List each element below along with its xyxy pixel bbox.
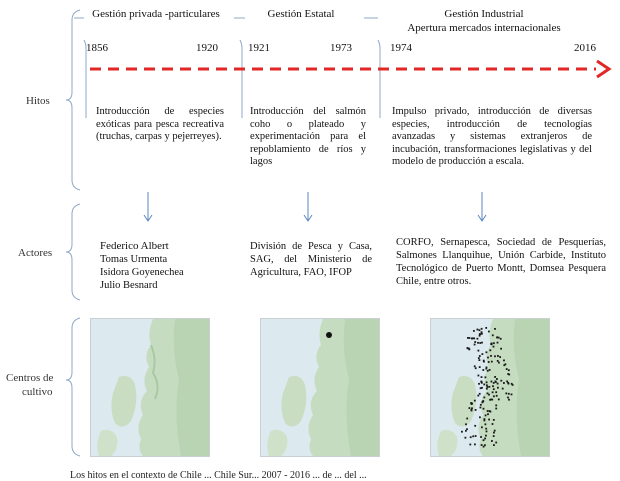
farm-point — [472, 435, 474, 437]
farm-point — [487, 393, 489, 395]
farm-point — [490, 355, 492, 357]
farm-point — [478, 357, 480, 359]
farm-point — [482, 353, 484, 355]
map-1856-1920 — [90, 318, 210, 457]
farm-point — [497, 383, 499, 385]
farm-point — [483, 361, 485, 363]
farm-point — [492, 334, 494, 336]
farm-point — [489, 369, 491, 371]
farm-point — [475, 367, 477, 369]
farm-point — [474, 425, 476, 427]
farm-point — [479, 355, 481, 357]
map-image — [261, 319, 379, 456]
year-1921: 1921 — [248, 42, 270, 54]
map-image — [431, 319, 549, 456]
farm-point — [505, 393, 507, 395]
farm-point — [477, 338, 479, 340]
farm-point — [475, 435, 477, 437]
farm-point — [326, 332, 332, 338]
farm-point — [474, 444, 476, 446]
farm-point — [487, 386, 489, 388]
hito-2: Introducción del salmón coho o plateado y experimentación para el repoblamiento de ríos y lagos — [250, 106, 366, 168]
farm-point — [487, 370, 489, 372]
farm-point — [497, 342, 499, 344]
actor-name: Isidora Goyenechea — [100, 267, 184, 278]
farm-point — [473, 330, 475, 332]
farm-point — [461, 431, 463, 433]
farm-point — [469, 337, 471, 339]
farm-point — [496, 395, 498, 397]
farm-point — [481, 401, 483, 403]
farm-point — [503, 382, 505, 384]
farm-point — [486, 388, 488, 390]
farm-point — [478, 375, 480, 377]
farm-point — [500, 348, 502, 350]
farm-point — [500, 338, 502, 340]
farm-point — [489, 410, 491, 412]
farm-point — [481, 376, 483, 378]
farm-point — [511, 394, 513, 396]
farm-point — [481, 331, 483, 333]
farm-point — [495, 381, 497, 383]
farm-point — [486, 381, 488, 383]
farm-point — [488, 331, 490, 333]
actor-name: Federico Albert — [100, 240, 169, 252]
farm-point — [490, 343, 492, 345]
farm-point — [483, 439, 485, 441]
row-label-hitos: Hitos — [26, 95, 50, 107]
farm-point — [483, 384, 485, 386]
farm-point — [493, 435, 495, 437]
actor-name: Tomas Urmenta — [100, 254, 168, 265]
farm-point — [508, 369, 510, 371]
year-1974: 1974 — [390, 42, 412, 54]
farm-point — [467, 347, 469, 349]
farm-point — [481, 342, 483, 344]
year-1973: 1973 — [330, 42, 352, 54]
farm-point — [489, 386, 491, 388]
farm-point — [477, 342, 479, 344]
farm-point — [507, 382, 509, 384]
farm-point — [500, 380, 502, 382]
farm-point — [477, 395, 479, 397]
farm-point — [485, 368, 487, 370]
hito-1: Introducción de especies exóticas para pesca recreativa (truchas, carpas y pejerreyes). — [96, 106, 224, 143]
farm-point — [493, 444, 495, 446]
farm-point — [491, 399, 493, 401]
farm-point — [481, 387, 483, 389]
farm-point — [469, 407, 471, 409]
farm-point — [493, 395, 495, 397]
farm-point — [481, 444, 483, 446]
farm-point — [497, 355, 499, 357]
farm-point — [495, 405, 497, 407]
farm-point — [481, 328, 483, 330]
phase-3-subtitle: Apertura mercados internacionales — [407, 22, 561, 34]
farm-point — [497, 387, 499, 389]
timeline-arrow-head — [597, 61, 609, 77]
row-label-centros-2: cultivo — [22, 386, 53, 398]
farm-point — [495, 391, 497, 393]
farm-point — [487, 410, 489, 412]
hito-3: Impulso privado, introducción de diversas especies, introducción de tecnologías avanzadas y sistemas extranjeros de incubación, transformaciones legislativas y del modelo de producción a escala. — [392, 106, 592, 168]
farm-point — [474, 365, 476, 367]
farm-point — [507, 397, 509, 399]
actor-name: Julio Besnard — [100, 280, 158, 291]
farm-point — [491, 440, 493, 442]
farm-point — [466, 428, 468, 430]
farm-point — [479, 333, 481, 335]
farm-point — [487, 413, 489, 415]
farm-point — [480, 407, 482, 409]
farm-point — [481, 426, 483, 428]
farm-point — [498, 399, 500, 401]
actores-3: CORFO, Sernapesca, Sociedad de Pesquerías, Salmones Llanquihue, Unión Carbide, Instituto Tecnológico de Puerto Montt, Domsea Pesquera Chile, entre otros. — [396, 237, 606, 287]
farm-point — [508, 393, 510, 395]
farm-point — [478, 383, 480, 385]
phase-1-title: Gestión privada -particulares — [92, 8, 220, 20]
farm-point — [489, 349, 491, 351]
farm-point — [493, 346, 495, 348]
farm-point — [465, 430, 467, 432]
actores-2: División de Pesca y Casa, SAG, del Ministerio de Agricultura, FAO, IFOP — [250, 241, 372, 278]
farm-point — [478, 350, 480, 352]
farm-point — [512, 384, 514, 386]
farm-point — [479, 342, 481, 344]
farm-point — [485, 423, 487, 425]
farm-point — [482, 369, 484, 371]
farm-point — [508, 399, 510, 401]
farm-point — [486, 384, 488, 386]
farm-point — [493, 432, 495, 434]
farm-point — [497, 360, 499, 362]
farm-point — [496, 378, 498, 380]
farm-point — [479, 359, 481, 361]
farm-point — [498, 362, 500, 364]
farm-point — [474, 344, 476, 346]
farm-point — [471, 338, 473, 340]
map-image — [91, 319, 209, 456]
farm-point — [495, 408, 497, 410]
farm-point — [470, 402, 472, 404]
farm-point — [475, 409, 477, 411]
farm-point — [471, 407, 473, 409]
farm-point — [485, 376, 487, 378]
farm-point — [503, 360, 505, 362]
row-brackets — [66, 10, 80, 456]
farm-point — [488, 361, 490, 363]
farm-point — [494, 376, 496, 378]
farm-point — [480, 436, 482, 438]
farm-point — [484, 418, 486, 420]
farm-point — [467, 337, 469, 339]
actores-1 — [100, 240, 230, 292]
farm-point — [466, 418, 468, 420]
farm-point — [485, 415, 487, 417]
farm-point — [493, 342, 495, 344]
farm-point — [465, 437, 467, 439]
farm-point — [486, 351, 488, 353]
farm-point — [479, 416, 481, 418]
farm-point — [484, 444, 486, 446]
phase-2-title: Gestión Estatal — [267, 8, 335, 20]
farm-point — [479, 329, 481, 331]
farm-point — [494, 328, 496, 330]
farm-point — [488, 419, 490, 421]
farm-point — [484, 438, 486, 440]
farm-point — [485, 327, 487, 329]
phase-3-title: Gestión Industrial — [444, 8, 524, 20]
farm-point — [485, 428, 487, 430]
map-1921-1973 — [260, 318, 380, 457]
farm-point — [485, 435, 487, 437]
farm-point — [486, 431, 488, 433]
farm-point — [499, 356, 501, 358]
farm-point — [477, 329, 479, 331]
down-arrows — [144, 192, 486, 221]
farm-point — [469, 444, 471, 446]
farm-point — [474, 400, 476, 402]
farm-point — [473, 338, 475, 340]
farm-point — [493, 388, 495, 390]
farm-point — [492, 391, 494, 393]
row-label-centros-1: Centros de — [6, 372, 54, 384]
farm-point — [491, 381, 493, 383]
map-1974-2016 — [430, 318, 550, 457]
farm-point — [471, 410, 473, 412]
farm-point — [492, 423, 494, 425]
farm-point — [480, 404, 482, 406]
farm-point — [494, 430, 496, 432]
farm-point — [495, 442, 497, 444]
farm-point — [493, 419, 495, 421]
farm-point — [502, 388, 504, 390]
year-2016: 2016 — [574, 42, 596, 54]
farm-point — [492, 385, 494, 387]
farm-point — [479, 366, 481, 368]
farm-point — [494, 355, 496, 357]
year-1856: 1856 — [86, 42, 108, 54]
farm-point — [465, 423, 467, 425]
farm-point — [505, 363, 507, 365]
farm-point — [474, 341, 476, 343]
farm-point — [483, 408, 485, 410]
farm-point — [483, 397, 485, 399]
farm-point — [496, 336, 498, 338]
figure-caption: Los hitos en el contexto de Chile ... Chile Sur... 2007 - 2016 ... de ... del ... — [70, 470, 367, 481]
farm-point — [506, 368, 508, 370]
farm-point — [487, 357, 489, 359]
farm-point — [479, 393, 481, 395]
year-1920: 1920 — [196, 42, 218, 54]
farm-point — [493, 382, 495, 384]
farm-point — [507, 373, 509, 375]
row-label-actores: Actores — [18, 247, 53, 259]
farm-point — [481, 381, 483, 383]
farm-point — [470, 436, 472, 438]
farm-point — [491, 361, 493, 363]
